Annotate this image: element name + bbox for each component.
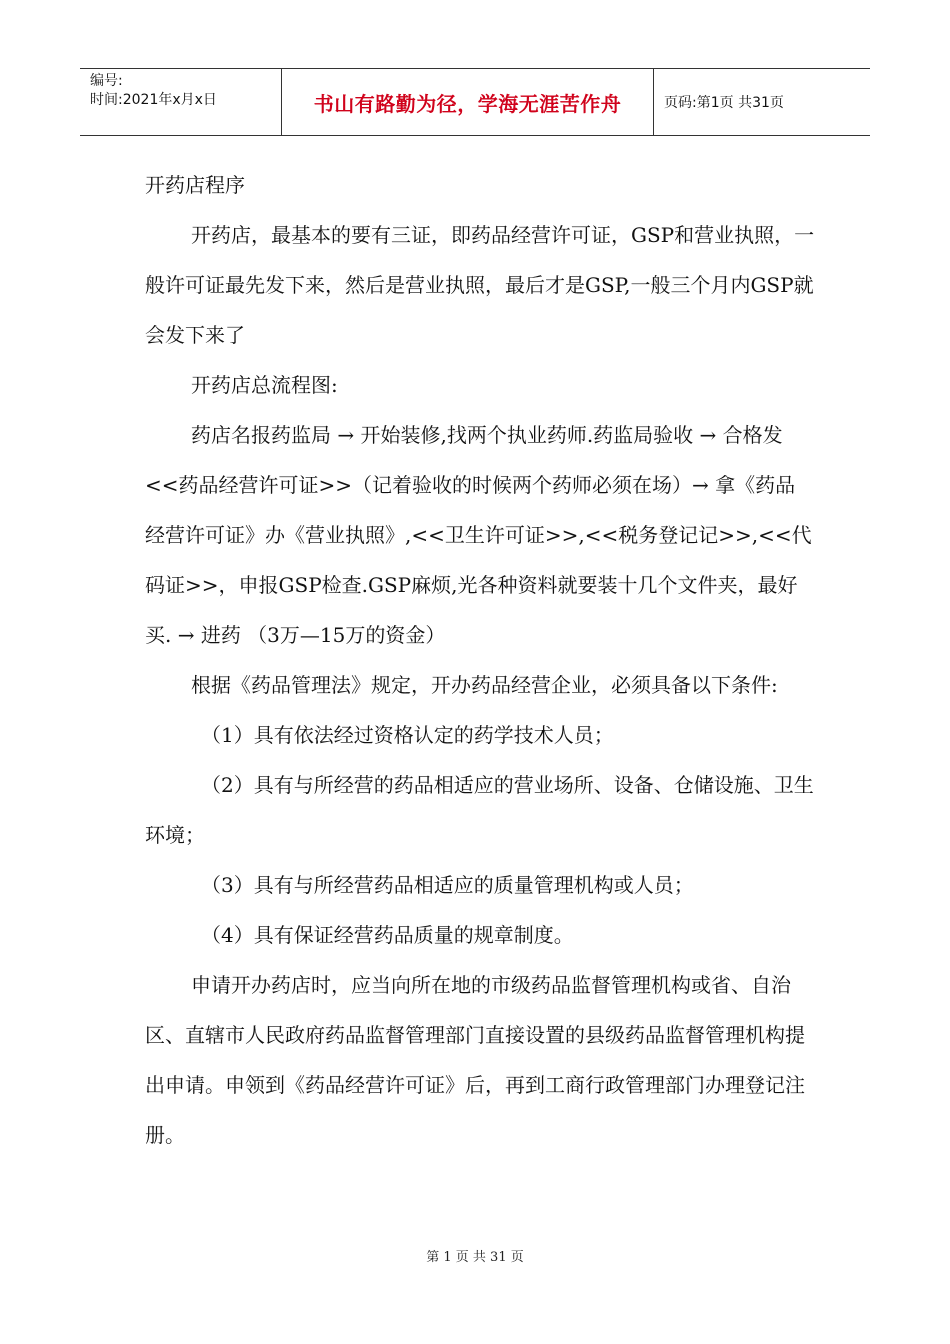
page-footer: 第 1 页 共 31 页	[426, 1250, 524, 1265]
condition-item: （4）具有保证经营药品质量的规章制度。	[201, 923, 574, 947]
condition-item: （3）具有与所经营药品相适应的质量管理机构或人员；	[201, 873, 694, 897]
paragraph: 根据《药品管理法》规定，开办药品经营企业，必须具备以下条件:	[191, 673, 778, 697]
document-date: 时间:2021年x月x日	[90, 92, 217, 108]
paragraph: 申请开办药店时，应当向所在地的市级药品监督管理机构或省、自治区、直辖市人民政府药品监督管理部门直接设置的县级药品监督管理机构提出申请。申领到《药品经营许可证》后，再到工商行政管理部门办理登记注册。	[145, 973, 805, 1147]
paragraph: 开药店总流程图:	[191, 373, 338, 397]
page-header	[80, 68, 870, 136]
document-title: 开药店程序	[145, 173, 245, 197]
condition-item: （1）具有依法经过资格认定的药学技术人员；	[201, 723, 614, 747]
document-number-label: 编号:	[90, 73, 123, 89]
document-body	[145, 160, 815, 1160]
condition-item: （2）具有与所经营的药品相适应的营业场所、设备、仓储设施、卫生环境；	[145, 773, 814, 847]
header-motto: 书山有路勤为径，学海无涯苦作舟	[282, 69, 654, 135]
paragraph: 药店名报药监局 → 开始装修,找两个执业药师.药监局验收 → 合格发<<药品经营许可证>>（记着验收的时候两个药师必须在场）→ 拿《药品经营许可证》办《营业执照》,<<卫生许可证>>,<<税务登记记>>,<<代码证>>，申报GSP检查.GSP麻烦,光各种资料就要装十几个文件夹，最好买. → 进药 （3万—15万的资金）	[145, 423, 812, 647]
header-page-info: 页码:第1页 共31页	[664, 95, 784, 111]
paragraph: 开药店，最基本的要有三证，即药品经营许可证，GSP和营业执照，一般许可证最先发下来，然后是营业执照，最后才是GSP,一般三个月内GSP就会发下来了	[145, 223, 815, 347]
header-meta	[80, 69, 282, 135]
